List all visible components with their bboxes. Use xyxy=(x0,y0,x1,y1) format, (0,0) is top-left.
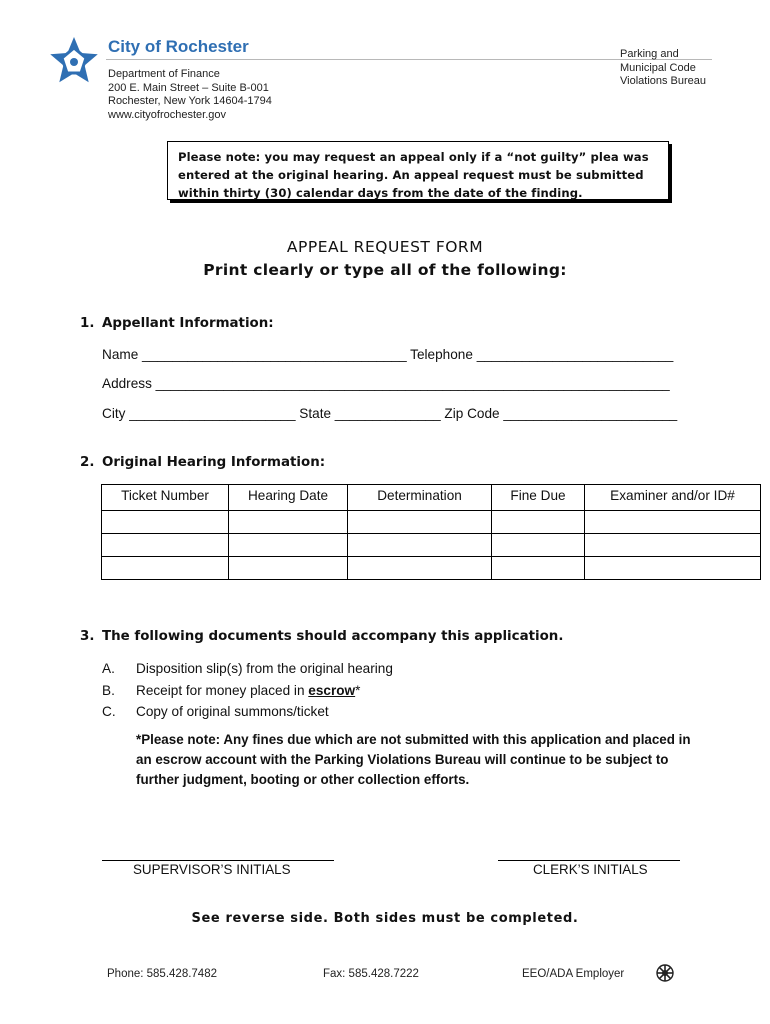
section-title: Original Hearing Information: xyxy=(102,455,326,470)
table-cell[interactable] xyxy=(585,557,761,580)
section-number: 2. xyxy=(80,455,95,470)
section-1-heading xyxy=(80,316,274,331)
bureau-line: Municipal Code xyxy=(620,61,696,74)
hearing-info-table xyxy=(101,484,761,580)
column-header: Examiner and/or ID# xyxy=(585,485,761,511)
list-item xyxy=(102,658,393,680)
bureau-line: Violations Bureau xyxy=(620,75,707,87)
notice-line: entered at the original hearing. An appeal request must be submitted xyxy=(178,168,644,182)
city-address: Rochester, New York 14604-1794 xyxy=(108,95,272,107)
list-letter: B. xyxy=(102,682,115,698)
required-documents-list xyxy=(102,658,393,723)
clerk-initials-line[interactable] xyxy=(498,860,680,861)
reverse-side-note: See reverse side. Both sides must be completed. xyxy=(191,911,579,926)
table-cell[interactable] xyxy=(102,511,229,534)
note-line: further judgment, booting or other collection efforts. xyxy=(136,772,470,787)
table-row xyxy=(102,511,761,534)
table-cell[interactable] xyxy=(348,557,492,580)
column-header: Hearing Date xyxy=(229,485,348,511)
address-field[interactable]: Address ____________________________________________________________________ xyxy=(102,376,670,391)
notice-line: Please note: you may request an appeal only if a “not guilty” plea was xyxy=(178,150,649,164)
section-2-heading xyxy=(80,455,325,470)
asterisk: * xyxy=(355,682,361,698)
section-title: Appellant Information: xyxy=(102,316,274,331)
supervisor-initials-label: SUPERVISOR’S INITIALS xyxy=(133,862,291,877)
table-cell[interactable] xyxy=(585,511,761,534)
name-telephone-field[interactable]: Name ___________________________________ Telephone __________________________ xyxy=(102,347,674,362)
note-line: *Please note: Any fines due which are not submitted with this application and placed in xyxy=(136,732,691,747)
table-header-row xyxy=(102,485,761,511)
table-cell[interactable] xyxy=(492,557,585,580)
note-line: an escrow account with the Parking Violations Bureau will continue to be subject to xyxy=(136,752,669,767)
table-cell[interactable] xyxy=(229,534,348,557)
supervisor-initials-line[interactable] xyxy=(102,860,334,861)
bureau-line: Parking and xyxy=(620,48,679,60)
escrow-note xyxy=(136,730,736,790)
escrow-emphasis: escrow xyxy=(308,682,356,698)
form-subtitle: Print clearly or type all of the following: xyxy=(203,261,567,279)
list-letter: A. xyxy=(102,661,115,676)
section-3-heading xyxy=(80,629,563,644)
department-name: Department of Finance xyxy=(108,68,220,80)
list-text: Copy of original summons/ticket xyxy=(136,704,329,719)
notice-line: within thirty (30) calendar days from the date of the finding. xyxy=(178,186,583,200)
footer-fax: Fax: 585.428.7222 xyxy=(323,968,419,980)
section-number: 1. xyxy=(80,316,95,331)
footer-phone: Phone: 585.428.7482 xyxy=(107,968,217,980)
website: www.cityofrochester.gov xyxy=(108,108,226,121)
section-title: The following documents should accompany this application. xyxy=(102,629,564,644)
org-name: City of Rochester xyxy=(108,37,249,56)
accessibility-wheel-icon xyxy=(656,964,674,982)
appeal-notice-box xyxy=(167,141,669,200)
section-number: 3. xyxy=(80,629,95,644)
table-cell[interactable] xyxy=(348,511,492,534)
table-row xyxy=(102,534,761,557)
table-cell[interactable] xyxy=(348,534,492,557)
list-letter: C. xyxy=(102,704,116,719)
table-row xyxy=(102,557,761,580)
city-of-rochester-flower-logo xyxy=(48,36,100,88)
list-text: Disposition slip(s) from the original hearing xyxy=(136,661,393,676)
table-cell[interactable] xyxy=(585,534,761,557)
column-header: Determination xyxy=(348,485,492,511)
column-header: Fine Due xyxy=(492,485,585,511)
list-text: Receipt for money placed in xyxy=(136,682,309,698)
bureau-name xyxy=(620,48,706,89)
form-title: APPEAL REQUEST FORM xyxy=(286,238,484,256)
list-item xyxy=(102,701,393,723)
table-cell[interactable] xyxy=(229,511,348,534)
city-state-zip-field[interactable]: City ______________________ State ______________ Zip Code _______________________ xyxy=(102,406,678,421)
table-cell[interactable] xyxy=(229,557,348,580)
street-address: 200 E. Main Street – Suite B-001 xyxy=(108,81,269,94)
table-cell[interactable] xyxy=(492,511,585,534)
footer-eeo: EEO/ADA Employer xyxy=(522,968,625,980)
department-address xyxy=(108,68,272,122)
clerk-initials-label: CLERK’S INITIALS xyxy=(533,862,648,877)
table-cell[interactable] xyxy=(102,557,229,580)
table-cell[interactable] xyxy=(492,534,585,557)
table-cell[interactable] xyxy=(102,534,229,557)
column-header: Ticket Number xyxy=(102,485,229,511)
list-item xyxy=(102,680,393,702)
